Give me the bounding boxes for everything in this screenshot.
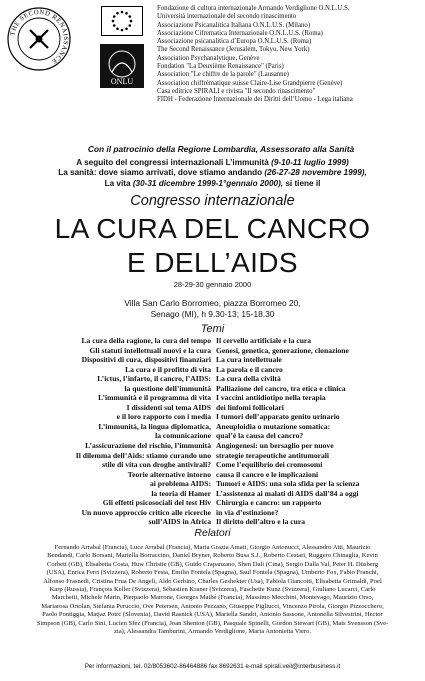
- themes-left-column: [30, 336, 211, 527]
- speakers-line: Paolo Pontiggia, Matjaz Potrc (Slovenia), David Rasnick (USA), Mariella Sandri, Antonio Sassone, Antonella Silvestrini, Hector: [42, 611, 383, 619]
- speakers-line: Bendandi, Carlo Borsani, Mariella Borraccino, Daniel Bryner, Roberto Busa S.J., Roberto Cestari, Ruggero Chinaglia, Kevin: [47, 552, 378, 560]
- theme-item: la questione dell’immunità: [124, 383, 211, 393]
- speakers-line: Alfonso Frasnedi, Cristina Frua De Angeli, Aldo Gerbino, Charles Geshekter (Usa), Fabiola Giancotti, Elisabetta Grimaldi, Poel: [43, 577, 382, 585]
- speakers-heading: Relatori: [194, 527, 231, 539]
- theme-item: L’assicurazione del rischio, l’immunità: [85, 441, 211, 451]
- theme-item: Il diritto dell’altro e la cura: [216, 517, 306, 527]
- onlu-logo-icon: [100, 44, 144, 88]
- speakers-line: Corbett (GB), Elisabetta Costa, Huw Christie (GB), Guido Crapanzano, Shen Dali (Cina), Sergio Dalla Val, Peter H. Düsberg: [46, 560, 379, 568]
- themes-right-column: [216, 336, 416, 527]
- theme-item: L’immunità, la lingua diplomatica,: [98, 421, 211, 431]
- themes-heading: Temi: [200, 323, 225, 335]
- theme-item: Teorie alternative intorno: [127, 469, 211, 479]
- theme-item: La parola e il cancro: [216, 364, 283, 374]
- organization-item: Associazione psicanalitica d’Europa O.N.L.U.S. (Roma): [157, 38, 312, 46]
- theme-item: Il cervello artificiale e la cura: [216, 336, 312, 345]
- theme-item: Chirurgia e cancro: un rapporto: [216, 498, 322, 508]
- theme-item: Angiogenesi: un bersaglio per nuove: [216, 441, 334, 451]
- theme-item: L’ictus, l’infarto, il cancro, l’AIDS:: [97, 374, 211, 384]
- theme-item: e il loro rapporto con i media: [116, 412, 211, 422]
- contact-footer: Per informazioni, tel. 02/8053602-86464886 fax 8692631 e-mail spirali.veil@interbusiness.it: [84, 663, 341, 670]
- theme-item: La cura della ragione, la cura del tempo: [81, 336, 211, 345]
- organization-item: FIDH - Federazione Internazionale dei Diritti dell’Uomo - Lega italiana: [157, 96, 353, 104]
- speakers-line: Simpson (GB), Carlo Sini, Lucien Sfez (Francia), Joan Shenton (GB), Pasquale Spinelli, Gordon Stewart (GB), Mats Svensson (Sve-: [36, 619, 389, 627]
- previous-congress-line: La vita (30-31 dicembre 1999-1°gennaio 2000), si tiene il: [104, 178, 321, 188]
- theme-item: Un nuovo approccio critico alle ricerche: [81, 507, 211, 517]
- theme-item: Gli statuti intellettuali nuovi e la cura: [89, 345, 211, 355]
- theme-item: Dispositivi di cura, dispositivi finanziari: [81, 355, 211, 365]
- previous-congresses: [0, 158, 425, 189]
- page-title-line1: LA CURA DEL CANCRO: [54, 213, 371, 244]
- theme-item: La cura intellettuale: [216, 355, 282, 365]
- event-venue: [0, 298, 425, 320]
- venue-address: Villa San Carlo Borromeo, piazza Borromeo 20,: [124, 298, 301, 308]
- theme-item: Tumori e AIDS: una sola sfida per la scienza: [216, 479, 360, 489]
- speakers-line: zia), Alessandra Tamburini, Armando Verdiglione, Maria Antonietta Viero.: [113, 628, 312, 636]
- theme-item: Genesi, genetica, generazione, clonazione: [216, 345, 349, 355]
- theme-item: I tumori dell’apparato genito urinario: [216, 412, 340, 422]
- organization-item: Fondation "La Deuxième Renaissance" (Paris): [157, 63, 284, 71]
- theme-item: stile di vita con droghe antivirali?: [102, 460, 211, 470]
- theme-item: I dissidenti sul tema AIDS: [126, 402, 211, 412]
- theme-item: La cura della civiltà: [216, 374, 281, 384]
- theme-item: la teoria di Hamer: [151, 488, 211, 498]
- theme-item: Palliazione del cancro, tra etica e clinica: [216, 383, 346, 393]
- speakers-line: Marchetti, Michele Marin, Pierpaolo Marrone, Georges Mathé (Francia), Massimo Mecchini, Montevago, Maurizio Orso,: [51, 594, 374, 602]
- organization-item: Casa editrice SPIRALI e rivista "Il secondo rinascimento": [157, 87, 316, 95]
- patronage-line: Con il patrocinio della Regione Lombardia, Assessorato alla Sanità: [87, 144, 355, 154]
- event-dates: 28-29-30 gennaio 2000: [173, 280, 252, 289]
- theme-item: L’assistenza ai malati di AIDS dall’84 a oggi: [216, 488, 359, 498]
- theme-item: Come l’equilibrio dei cromosomi: [216, 460, 323, 470]
- theme-item: strategie terapeutiche antitumorali: [216, 450, 330, 460]
- congress-subtitle: Congresso internazionale: [130, 193, 295, 209]
- theme-item: Aneuploidia o mutazione somatica:: [216, 421, 331, 431]
- page-title-line2: E DELL’AIDS: [127, 247, 298, 278]
- theme-item: in via d’estinzione?: [216, 507, 279, 517]
- theme-item: sull’AIDS in Africa: [148, 517, 211, 527]
- speakers-line: Fernando Arrabal (Francia), Luce Arrabal (Francia), Maria Grazia Amati, Giorgio Antonucci, Alessandro Atti, Maurizio: [54, 544, 371, 551]
- organization-item: The Second Renaissance (Jerusalem, Tokyo, New York): [157, 46, 310, 54]
- theme-item: L’immunità e il programma di vita: [98, 393, 211, 403]
- onlu-logo-text: ONLU: [110, 77, 134, 86]
- organization-item: Associazione Cifrematica Internazionale O.N.L.U.S. (Roma): [157, 29, 323, 37]
- previous-congress-line: A seguito del congressi internazionali L’immunità (9-10-11 luglio 1999): [76, 158, 349, 167]
- previous-congress-line: La sanità: dove siamo arrivati, dove stiamo andando (26-27-28 novembre 1999),: [58, 168, 367, 178]
- speakers-list: [14, 544, 411, 636]
- theme-item: Gli effetti psicosociali del test Hiv: [102, 498, 211, 508]
- organization-item: Association Psychanalytique, Genève: [157, 54, 260, 62]
- eu-flag-icon: [101, 6, 143, 36]
- organization-item: Association "Le chiffre de la parole" (Lausanne): [157, 71, 289, 79]
- theme-item: Il dilemma dell’Aids: stiamo curando uno: [75, 450, 211, 460]
- theme-item: I vaccini antiidiotipo nella terapia: [216, 393, 326, 403]
- organizations-list: [157, 5, 419, 105]
- organization-item: Università internazionale del secondo rinascimento: [157, 13, 297, 21]
- organization-item: Associazione Psicanalitica Italiana O.N.L.U.S. (Milano): [157, 21, 311, 29]
- theme-item: ai problema AIDS:: [149, 479, 211, 489]
- organization-item: Fondazione di cultura internazionale Armando Verdiglione O.N.L.U.S.: [157, 5, 350, 12]
- venue-hours: Senago (MI), h 9.30-13; 15-18.30: [150, 309, 275, 319]
- speakers-line: Karp (Russia), François Keller (Svizzera), Sébastien Kraner (Svizzera), Faschette Kunz (Svizzera), Giuliano Lucarci, Carlo: [49, 586, 376, 594]
- theme-item: qual’è la causa del cancro?: [216, 431, 304, 441]
- theme-item: la comunicazione: [155, 431, 211, 441]
- theme-item: causa il cancro e le implicazioni: [216, 469, 319, 479]
- organization-item: Association chiffrématique suisse Claire-Lise Grandpierre (Genève): [157, 79, 343, 87]
- speakers-line: Mariarosa Ortolan, Stefania Peruccio, Ove Petersen, Antonio Pezzano, Giuseppe Pigliucci, Vincenzo Pirola, Giorgio Pizzocchero,: [41, 602, 384, 610]
- theme-item: dei linfomi follicolari: [216, 402, 284, 412]
- speakers-line: (USA), Enrica Ferri (Svizzera), Roberto Festa, Emilio Fontela (Spagna), Saul Fontela (Spagna), Umberto Fox, Fabio Franchi,: [46, 569, 379, 577]
- second-renaissance-seal-icon: [6, 6, 72, 72]
- seal-text: THE SECOND RENAISSANCE: [9, 8, 70, 66]
- theme-item: La cura e il profitto di vita: [125, 364, 211, 374]
